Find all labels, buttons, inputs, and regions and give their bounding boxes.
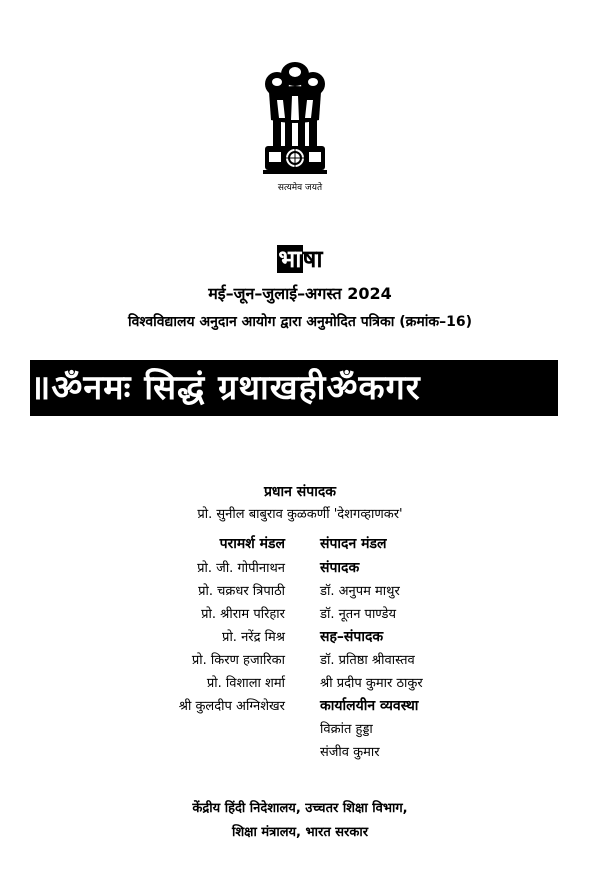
editor-heading: संपादक bbox=[320, 560, 360, 576]
advisory-member: प्रो. नरेंद्र मिश्र bbox=[222, 630, 285, 645]
advisory-board-heading: परामर्श मंडल bbox=[219, 536, 285, 552]
advisory-member: प्रो. जी. गोपीनाथन bbox=[197, 561, 285, 576]
editor-name: डॉ. नूतन पाण्डेय bbox=[320, 607, 396, 622]
advisory-member: प्रो. चक्रधर त्रिपाठी bbox=[198, 584, 285, 599]
title-first-char: भा bbox=[278, 245, 302, 273]
journal-title bbox=[0, 242, 600, 275]
publisher-line-1: केंद्रीय हिंदी निदेशालय, उच्चतर शिक्षा विभाग, bbox=[192, 801, 408, 816]
advisory-member: श्री कुलदीप अग्निशेखर bbox=[178, 699, 285, 714]
advisory-member: प्रो. विशाला शर्मा bbox=[206, 676, 285, 691]
office-staff-name: विक्रांत हुड्डा bbox=[320, 722, 373, 737]
co-editor-name: डॉ. प्रतिष्ठा श्रीवास्तव bbox=[320, 653, 415, 668]
decorative-script-band: ॥ॐनमः सिद्धं ग्रथाखहीॐकगर bbox=[30, 360, 558, 416]
editorial-board-heading: संपादन मंडल bbox=[320, 536, 387, 552]
title-rest: षा bbox=[302, 245, 323, 273]
office-heading: कार्यालयीन व्यवस्था bbox=[320, 698, 419, 714]
office-staff-name: संजीव कुमार bbox=[320, 745, 380, 760]
co-editor-name: श्री प्रदीप कुमार ठाकुर bbox=[320, 676, 423, 691]
issue-period: मई–जून–जुलाई–अगस्त 2024 bbox=[208, 284, 392, 303]
editor-name: डॉ. अनुपम माथुर bbox=[320, 584, 400, 599]
advisory-member: प्रो. किरण हजारिका bbox=[191, 653, 285, 668]
national-emblem-icon bbox=[255, 60, 335, 180]
chief-editor-heading: प्रधान संपादक bbox=[263, 484, 337, 500]
publisher-line-2: शिक्षा मंत्रालय, भारत सरकार bbox=[231, 825, 369, 840]
advisory-member: प्रो. श्रीराम परिहार bbox=[201, 607, 285, 622]
chief-editor-name: प्रो. सुनील बाबुराव कुळकर्णी 'देशगव्हाणकर' bbox=[197, 507, 403, 522]
co-editor-heading: सह–संपादक bbox=[320, 629, 384, 645]
emblem-motto: सत्यमेव जयते bbox=[277, 183, 323, 193]
ugc-approval-note: विश्वविद्यालय अनुदान आयोग द्वारा अनुमोदित पत्रिका (क्रमांक–16) bbox=[127, 314, 473, 330]
